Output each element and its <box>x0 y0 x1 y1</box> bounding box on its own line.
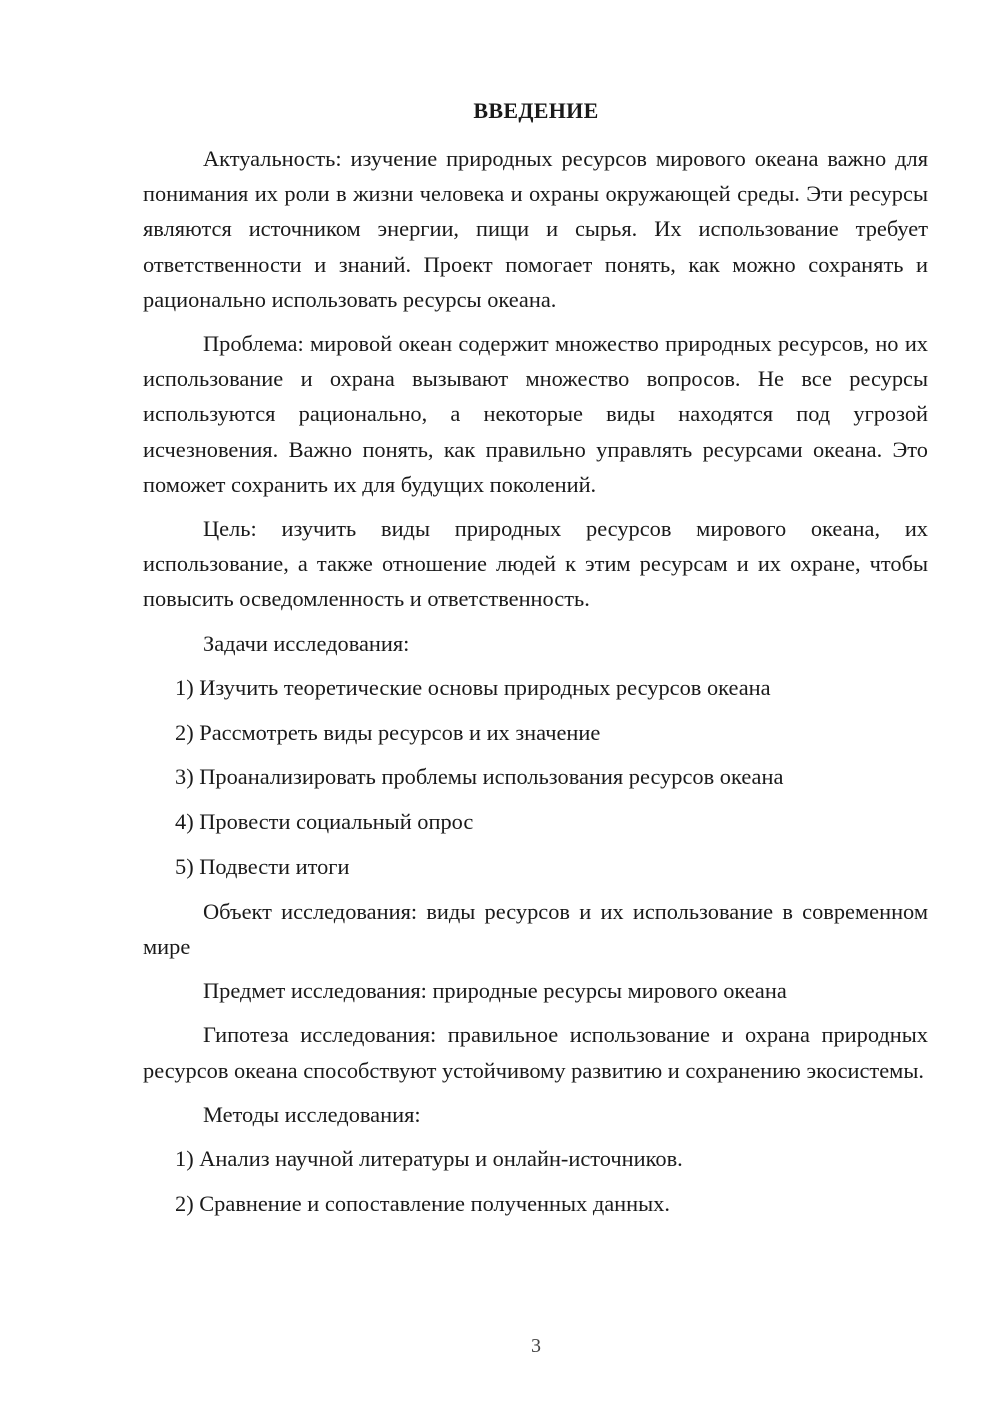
list-item: 1) Изучить теоретические основы природных ресурсов океана <box>175 674 771 700</box>
list-item: 5) Подвести итоги <box>175 854 350 880</box>
tasks-list <box>143 670 928 884</box>
list-item: 1) Анализ научной литературы и онлайн-источников. <box>175 1146 683 1172</box>
page-number: 3 <box>531 1335 541 1357</box>
problem-paragraph: Проблема: мировой океан содержит множество природных ресурсов, но их использование и охрана вызывают множество вопросов. Не все ресурсы используются рационально, а некоторые виды находятся под угрозой исчезновения. Важно понять, как правильно управлять ресурсами океана. Это поможет сохранить их для будущих поколений. <box>143 331 928 497</box>
page-title: ВВЕДЕНИЕ <box>473 98 599 123</box>
relevance-paragraph: Актуальность: изучение природных ресурсов мирового океана важно для понимания их роли в жизни человека и охраны окружающей среды. Эти ресурсы являются источником энергии, пищи и сырья. Их использование требует ответственности и знаний. Проект помогает понять, как можно сохранять и рационально использовать ресурсы океана. <box>143 146 928 312</box>
list-item: 2) Сравнение и сопоставление полученных данных. <box>175 1190 670 1216</box>
methods-list <box>143 1141 928 1221</box>
methods-title: Методы исследования: <box>203 1101 421 1127</box>
list-item: 4) Провести социальный опрос <box>175 809 474 835</box>
document-body <box>143 141 928 1231</box>
list-item: 3) Проанализировать проблемы использования ресурсов океана <box>175 764 784 790</box>
hypothesis-paragraph: Гипотеза исследования: правильное использование и охрана природных ресурсов океана способствуют устойчивому развитию и сохранению экосистемы. <box>143 1022 928 1083</box>
tasks-title: Задачи исследования: <box>203 630 410 656</box>
list-item: 2) Рассмотреть виды ресурсов и их значение <box>175 719 601 745</box>
object-paragraph: Объект исследования: виды ресурсов и их использование в современном мире <box>143 898 928 960</box>
goal-paragraph: Цель: изучить виды природных ресурсов мирового океана, их использование, а также отношение людей к этим ресурсам и их охране, чтобы повысить осведомленность и ответственность. <box>143 516 928 612</box>
subject-paragraph: Предмет исследования: природные ресурсы мирового океана <box>203 978 787 1004</box>
